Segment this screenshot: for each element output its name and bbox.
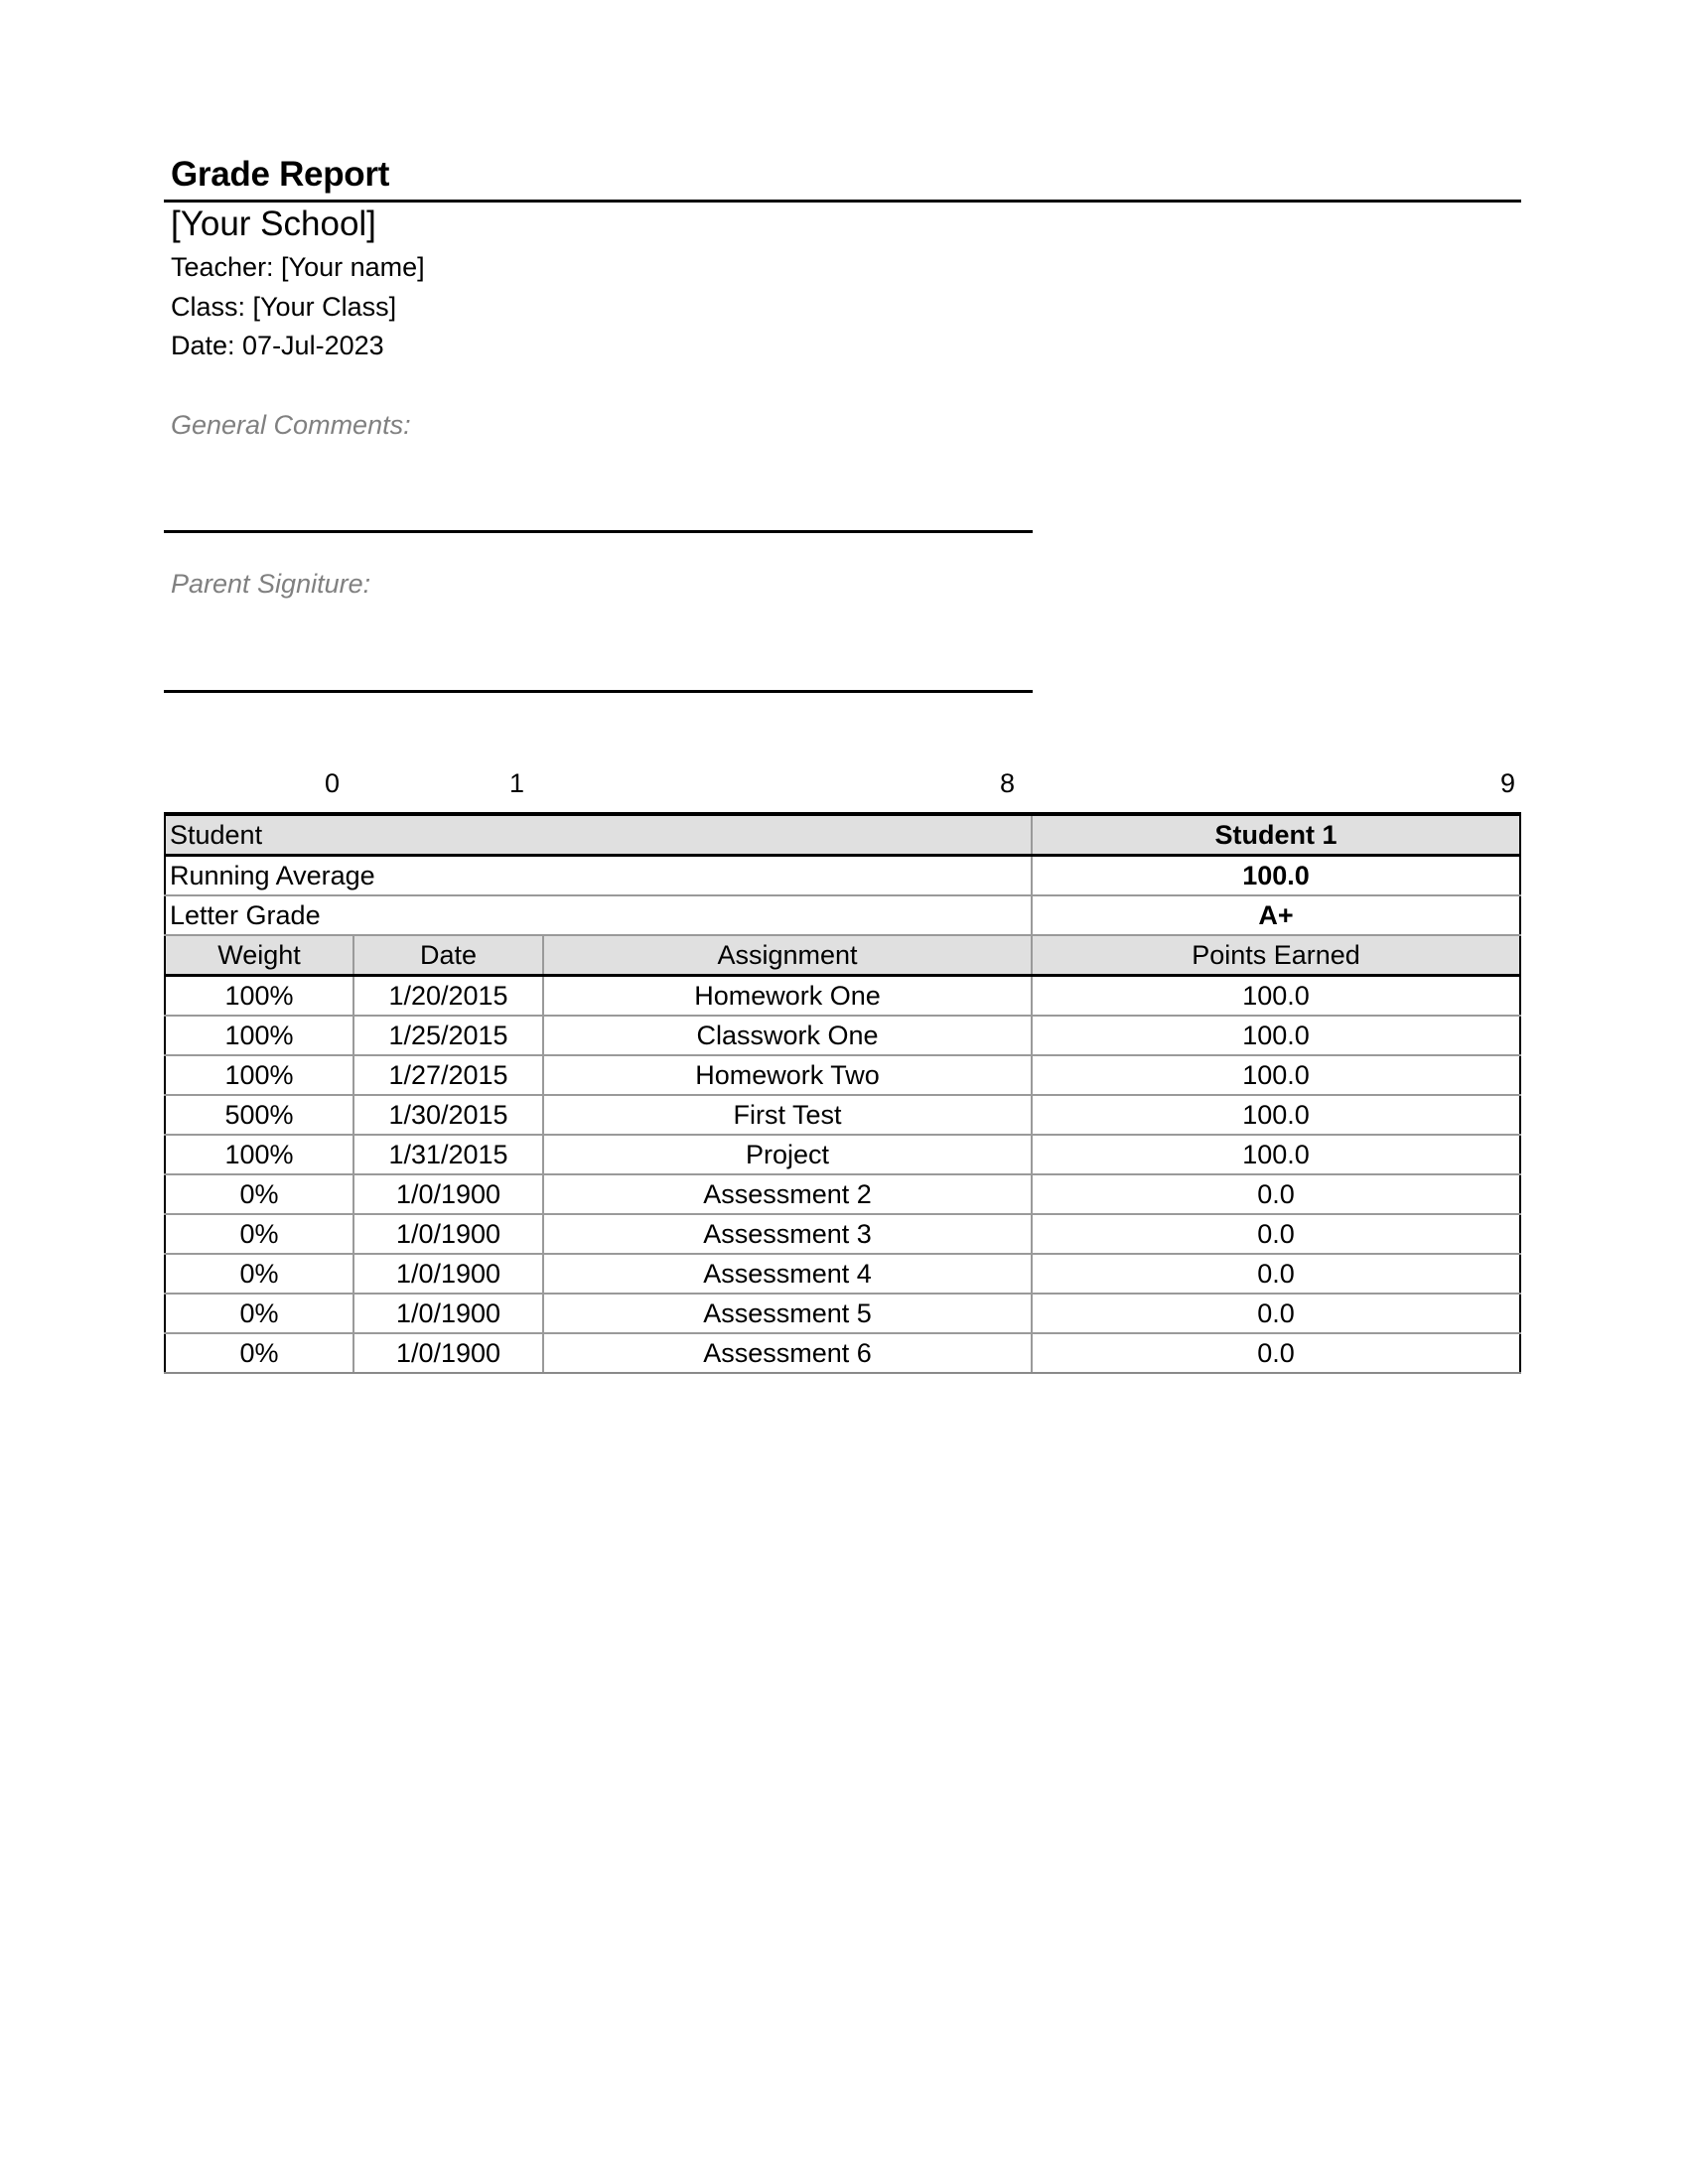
points-cell: 0.0 <box>1032 1294 1520 1333</box>
weight-cell: 100% <box>165 976 353 1017</box>
date-cell: 1/0/1900 <box>353 1214 543 1254</box>
assignment-cell: Assessment 6 <box>543 1333 1032 1373</box>
report-title: Grade Report <box>171 155 390 194</box>
weight-cell: 0% <box>165 1174 353 1214</box>
assignment-cell: Assessment 3 <box>543 1214 1032 1254</box>
weight-cell: 0% <box>165 1254 353 1294</box>
assignment-row <box>165 1135 1520 1174</box>
assignment-cell: Assessment 5 <box>543 1294 1032 1333</box>
general-comments-label: General Comments: <box>171 410 411 440</box>
grade-table <box>164 812 1521 1374</box>
points-cell: 100.0 <box>1032 1055 1520 1095</box>
assignment-cell: First Test <box>543 1095 1032 1135</box>
assignment-cell: Classwork One <box>543 1016 1032 1055</box>
assignment-row <box>165 1095 1520 1135</box>
date-cell: 1/31/2015 <box>353 1135 543 1174</box>
date-cell: 1/25/2015 <box>353 1016 543 1055</box>
assignment-cell: Assessment 2 <box>543 1174 1032 1214</box>
column-number-1: 1 <box>508 768 524 798</box>
points-cell: 0.0 <box>1032 1174 1520 1214</box>
points-cell: 0.0 <box>1032 1333 1520 1373</box>
running-average-label: Running Average <box>165 856 1032 896</box>
assignment-row <box>165 1055 1520 1095</box>
points-cell: 100.0 <box>1032 1095 1520 1135</box>
student-label: Student <box>165 814 1032 856</box>
class-line: Class: [Your Class] <box>171 292 397 322</box>
points-cell: 100.0 <box>1032 1016 1520 1055</box>
assignment-row <box>165 1016 1520 1055</box>
assignment-row <box>165 1174 1520 1214</box>
assignment-row <box>165 976 1520 1017</box>
points-cell: 0.0 <box>1032 1254 1520 1294</box>
school-name: [Your School] <box>171 205 376 243</box>
assignment-row <box>165 1254 1520 1294</box>
column-number-8: 8 <box>999 768 1015 798</box>
points-cell: 100.0 <box>1032 976 1520 1017</box>
student-row <box>165 814 1520 856</box>
assignment-row <box>165 1333 1520 1373</box>
date-cell: 1/0/1900 <box>353 1294 543 1333</box>
column-number-0: 0 <box>324 768 340 798</box>
general-comments-line <box>164 530 1033 533</box>
weight-cell: 500% <box>165 1095 353 1135</box>
date-cell: 1/0/1900 <box>353 1254 543 1294</box>
weight-cell: 0% <box>165 1294 353 1333</box>
date-cell: 1/0/1900 <box>353 1174 543 1214</box>
header-points-earned: Points Earned <box>1032 935 1520 976</box>
header-weight: Weight <box>165 935 353 976</box>
parent-signature-line <box>164 690 1033 693</box>
assignment-row <box>165 1214 1520 1254</box>
parent-signature-label: Parent Signiture: <box>171 569 371 599</box>
assignment-row <box>165 1294 1520 1333</box>
weight-cell: 0% <box>165 1333 353 1373</box>
header-date: Date <box>353 935 543 976</box>
assignment-cell: Project <box>543 1135 1032 1174</box>
teacher-line: Teacher: [Your name] <box>171 252 425 282</box>
header-assignment: Assignment <box>543 935 1032 976</box>
weight-cell: 100% <box>165 1135 353 1174</box>
weight-cell: 100% <box>165 1016 353 1055</box>
points-cell: 0.0 <box>1032 1214 1520 1254</box>
date-cell: 1/0/1900 <box>353 1333 543 1373</box>
points-cell: 100.0 <box>1032 1135 1520 1174</box>
letter-grade-value: A+ <box>1032 895 1520 935</box>
date-cell: 1/27/2015 <box>353 1055 543 1095</box>
date-cell: 1/30/2015 <box>353 1095 543 1135</box>
assignment-cell: Assessment 4 <box>543 1254 1032 1294</box>
assignment-cell: Homework One <box>543 976 1032 1017</box>
letter-grade-label: Letter Grade <box>165 895 1032 935</box>
column-header-row <box>165 935 1520 976</box>
weight-cell: 0% <box>165 1214 353 1254</box>
date-cell: 1/20/2015 <box>353 976 543 1017</box>
running-average-value: 100.0 <box>1032 856 1520 896</box>
date-line: Date: 07-Jul-2023 <box>171 331 384 360</box>
weight-cell: 100% <box>165 1055 353 1095</box>
assignment-cell: Homework Two <box>543 1055 1032 1095</box>
letter-grade-row <box>165 895 1520 935</box>
column-number-9: 9 <box>1499 768 1515 798</box>
title-rule <box>164 200 1521 203</box>
running-average-row <box>165 856 1520 896</box>
student-name: Student 1 <box>1032 814 1520 856</box>
